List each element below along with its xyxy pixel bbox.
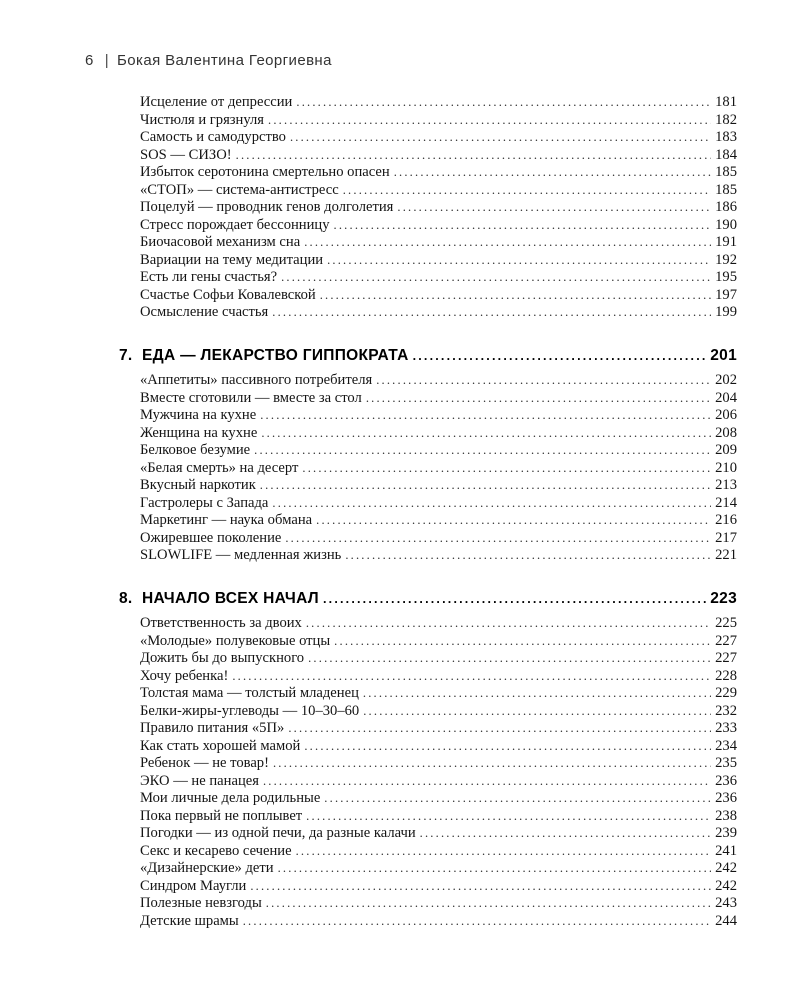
entry-title: Детские шрамы xyxy=(140,912,239,929)
entry-page-number: 195 xyxy=(715,269,737,285)
entry-title: Счастье Софьи Ковалевской xyxy=(140,286,316,303)
chapter-page-number: 223 xyxy=(710,589,737,607)
toc-entry xyxy=(119,860,737,878)
dot-leader xyxy=(308,650,711,668)
entry-page-number: 221 xyxy=(715,547,737,563)
chapter-title: ЕДА — ЛЕКАРСТВО ГИППОКРАТА xyxy=(142,346,409,364)
toc-entry xyxy=(119,720,737,738)
entry-title: Полезные невзгоды xyxy=(140,895,262,911)
dot-leader xyxy=(266,895,711,913)
dot-leader xyxy=(420,825,711,843)
toc-entry xyxy=(119,425,737,443)
entry-page-number: 234 xyxy=(715,737,737,754)
toc-entry xyxy=(119,703,737,721)
entry-title: Гастролеры с Запада xyxy=(140,494,269,511)
entry-title: Исцеление от депрессии xyxy=(140,94,293,110)
entry-page-number: 229 xyxy=(715,685,737,701)
entry-page-number: 191 xyxy=(715,234,737,250)
dot-leader xyxy=(306,615,711,633)
entry-title: Пока первый не поплывет xyxy=(140,807,303,824)
dot-leader xyxy=(323,590,706,609)
entry-page-number: 236 xyxy=(715,790,737,806)
toc-entry xyxy=(119,512,737,530)
chapter-number: 7. xyxy=(119,346,133,364)
dot-leader xyxy=(306,808,711,826)
entry-title: «Молодые» полувековые отцы xyxy=(140,632,331,649)
entry-title: Как стать хорошей мамой xyxy=(140,737,301,754)
toc-entry xyxy=(119,287,737,305)
toc-entry xyxy=(119,738,737,756)
entry-title: Вкусный наркотик xyxy=(140,477,256,493)
entry-title: «Дизайнерские» дети xyxy=(140,860,274,876)
entry-page-number: 233 xyxy=(715,720,737,736)
dot-leader xyxy=(296,94,711,112)
entry-title: Поцелуй — проводник генов долголетия xyxy=(140,199,394,215)
entry-title: Стресс порождает бессонницу xyxy=(140,216,330,233)
page-number: 6 xyxy=(85,52,94,69)
dot-leader xyxy=(302,460,711,478)
entry-page-number: 228 xyxy=(715,667,737,684)
dot-leader xyxy=(397,199,711,217)
entry-title: Вместе сготовили — вместе за стол xyxy=(140,389,362,406)
dot-leader xyxy=(376,372,711,390)
entry-title: Вариации на тему медитации xyxy=(140,251,324,268)
entry-page-number: 204 xyxy=(715,389,737,406)
header-divider: | xyxy=(104,52,110,69)
toc-entry xyxy=(119,164,737,182)
toc-entry xyxy=(119,234,737,252)
toc-entry xyxy=(119,773,737,791)
dot-leader xyxy=(363,703,711,721)
dot-leader xyxy=(272,495,711,513)
entry-page-number: 225 xyxy=(715,615,737,631)
entry-page-number: 242 xyxy=(715,860,737,876)
toc-entry xyxy=(119,790,737,808)
dot-leader xyxy=(273,755,711,773)
dot-leader xyxy=(363,685,711,703)
toc-entry xyxy=(119,633,737,651)
dot-leader xyxy=(260,407,711,425)
entry-page-number: 213 xyxy=(715,477,737,493)
dot-leader xyxy=(285,530,711,548)
entry-title: Синдром Маугли xyxy=(140,877,247,894)
chapter-page-number: 201 xyxy=(710,346,737,364)
toc-entry xyxy=(119,199,737,217)
entry-title: Хочу ребенка! xyxy=(140,667,229,684)
entry-page-number: 208 xyxy=(715,424,737,441)
toc-entry xyxy=(119,442,737,460)
entry-title: Есть ли гены счастья? xyxy=(140,269,278,285)
entry-page-number: 210 xyxy=(715,459,737,476)
toc-entry xyxy=(119,112,737,130)
dot-leader xyxy=(324,790,711,808)
entry-title: Ребенок — не товар! xyxy=(140,755,269,771)
entry-title: Мои личные дела родильные xyxy=(140,790,321,806)
entry-title: Мужчина на кухне xyxy=(140,407,257,423)
entry-title: Самость и самодурство xyxy=(140,129,286,145)
entry-page-number: 184 xyxy=(715,146,737,163)
toc-entry xyxy=(119,755,737,773)
dot-leader xyxy=(345,547,711,565)
chapter-number: 8. xyxy=(119,589,133,607)
dot-leader xyxy=(334,633,711,651)
entry-page-number: 239 xyxy=(715,825,737,841)
toc-entry xyxy=(119,477,737,495)
dot-leader xyxy=(268,112,711,130)
toc-entry xyxy=(119,650,737,668)
entry-page-number: 243 xyxy=(715,895,737,911)
entry-title: ЭКО — не панацея xyxy=(140,772,259,789)
entry-title: Секс и кесарево сечение xyxy=(140,842,292,859)
toc-entry xyxy=(119,94,737,112)
dot-leader xyxy=(316,512,711,530)
entry-title: Маркетинг — наука обмана xyxy=(140,512,313,528)
entry-page-number: 216 xyxy=(715,512,737,528)
entry-page-number: 242 xyxy=(715,877,737,894)
table-of-contents xyxy=(119,94,737,930)
toc-entry xyxy=(119,269,737,287)
entry-page-number: 241 xyxy=(715,842,737,859)
toc-entry xyxy=(119,685,737,703)
toc-entry xyxy=(119,407,737,425)
entry-page-number: 202 xyxy=(715,372,737,388)
entry-page-number: 186 xyxy=(715,199,737,215)
entry-title: Женщина на кухне xyxy=(140,424,258,441)
entry-title: Дожить бы до выпускного xyxy=(140,650,305,666)
dot-leader xyxy=(327,252,711,270)
dot-leader xyxy=(320,287,711,305)
entry-title: Толстая мама — толстый младенец xyxy=(140,685,359,701)
entry-title: Избыток серотонина смертельно опасен xyxy=(140,164,390,180)
entry-page-number: 235 xyxy=(715,755,737,771)
toc-entry xyxy=(119,825,737,843)
toc-entry xyxy=(119,668,737,686)
entry-page-number: 244 xyxy=(715,912,737,929)
entry-page-number: 183 xyxy=(715,129,737,145)
entry-title: Чистюля и грязнуля xyxy=(140,111,265,128)
entry-page-number: 199 xyxy=(715,304,737,320)
entry-page-number: 236 xyxy=(715,772,737,789)
entry-title: Ответственность за двоих xyxy=(140,615,302,631)
entry-page-number: 181 xyxy=(715,94,737,110)
toc-entry xyxy=(119,895,737,913)
toc-entry xyxy=(119,304,737,322)
dot-leader xyxy=(288,720,711,738)
toc-entry xyxy=(119,913,737,931)
entry-page-number: 197 xyxy=(715,286,737,303)
entry-page-number: 185 xyxy=(715,164,737,180)
toc-entry xyxy=(119,182,737,200)
toc-entry xyxy=(119,252,737,270)
dot-leader xyxy=(260,477,711,495)
toc-entry xyxy=(119,147,737,165)
entry-page-number: 232 xyxy=(715,702,737,719)
dot-leader xyxy=(272,304,711,322)
page-header xyxy=(85,52,332,69)
toc-chapter-heading xyxy=(119,590,737,609)
chapter-title: НАЧАЛО ВСЕХ НАЧАЛ xyxy=(142,589,319,607)
entry-page-number: 182 xyxy=(715,111,737,128)
entry-title: «Белая смерть» на десерт xyxy=(140,459,299,476)
toc-entry xyxy=(119,390,737,408)
entry-page-number: 190 xyxy=(715,216,737,233)
dot-leader xyxy=(250,878,711,896)
dot-leader xyxy=(334,217,712,235)
entry-title: Правило питания «5П» xyxy=(140,720,285,736)
entry-page-number: 227 xyxy=(715,650,737,666)
entry-title: «Аппетиты» пассивного потребителя xyxy=(140,372,373,388)
dot-leader xyxy=(304,738,711,756)
dot-leader xyxy=(263,773,711,791)
entry-page-number: 206 xyxy=(715,407,737,423)
dot-leader xyxy=(232,668,711,686)
entry-title: Белковое безумие xyxy=(140,442,251,458)
toc-entry xyxy=(119,530,737,548)
dot-leader xyxy=(278,860,712,878)
toc-entry xyxy=(119,878,737,896)
toc-entry xyxy=(119,217,737,235)
entry-title: Биочасовой механизм сна xyxy=(140,234,301,250)
dot-leader xyxy=(236,147,711,165)
entry-title: Погодки — из одной печи, да разные калачи xyxy=(140,825,416,841)
dot-leader xyxy=(261,425,711,443)
dot-leader xyxy=(290,129,711,147)
dot-leader xyxy=(343,182,711,200)
entry-title: SLOWLIFE — медленная жизнь xyxy=(140,547,342,563)
toc-entry xyxy=(119,129,737,147)
toc-entry xyxy=(119,547,737,565)
dot-leader xyxy=(304,234,711,252)
entry-title: Осмысление счастья xyxy=(140,304,269,320)
toc-entry xyxy=(119,808,737,826)
entry-page-number: 214 xyxy=(715,494,737,511)
entry-title: «СТОП» — система-антистресс xyxy=(140,181,339,198)
dot-leader xyxy=(254,442,711,460)
dot-leader xyxy=(413,347,707,366)
toc-entry xyxy=(119,372,737,390)
entry-title: SOS — СИЗО! xyxy=(140,146,232,163)
toc-entry xyxy=(119,495,737,513)
entry-page-number: 209 xyxy=(715,442,737,458)
entry-page-number: 185 xyxy=(715,181,737,198)
dot-leader xyxy=(296,843,712,861)
dot-leader xyxy=(243,913,711,931)
dot-leader xyxy=(281,269,711,287)
entry-title: Белки-жиры-углеводы — 10–30–60 xyxy=(140,702,360,719)
entry-page-number: 192 xyxy=(715,251,737,268)
entry-page-number: 238 xyxy=(715,807,737,824)
entry-page-number: 227 xyxy=(715,632,737,649)
entry-page-number: 217 xyxy=(715,529,737,546)
toc-entry xyxy=(119,615,737,633)
dot-leader xyxy=(366,390,711,408)
toc-entry xyxy=(119,843,737,861)
toc-chapter-heading xyxy=(119,347,737,366)
entry-title: Ожиревшее поколение xyxy=(140,529,282,546)
header-author: Бокая Валентина Георгиевна xyxy=(117,52,332,69)
toc-entry xyxy=(119,460,737,478)
dot-leader xyxy=(394,164,711,182)
